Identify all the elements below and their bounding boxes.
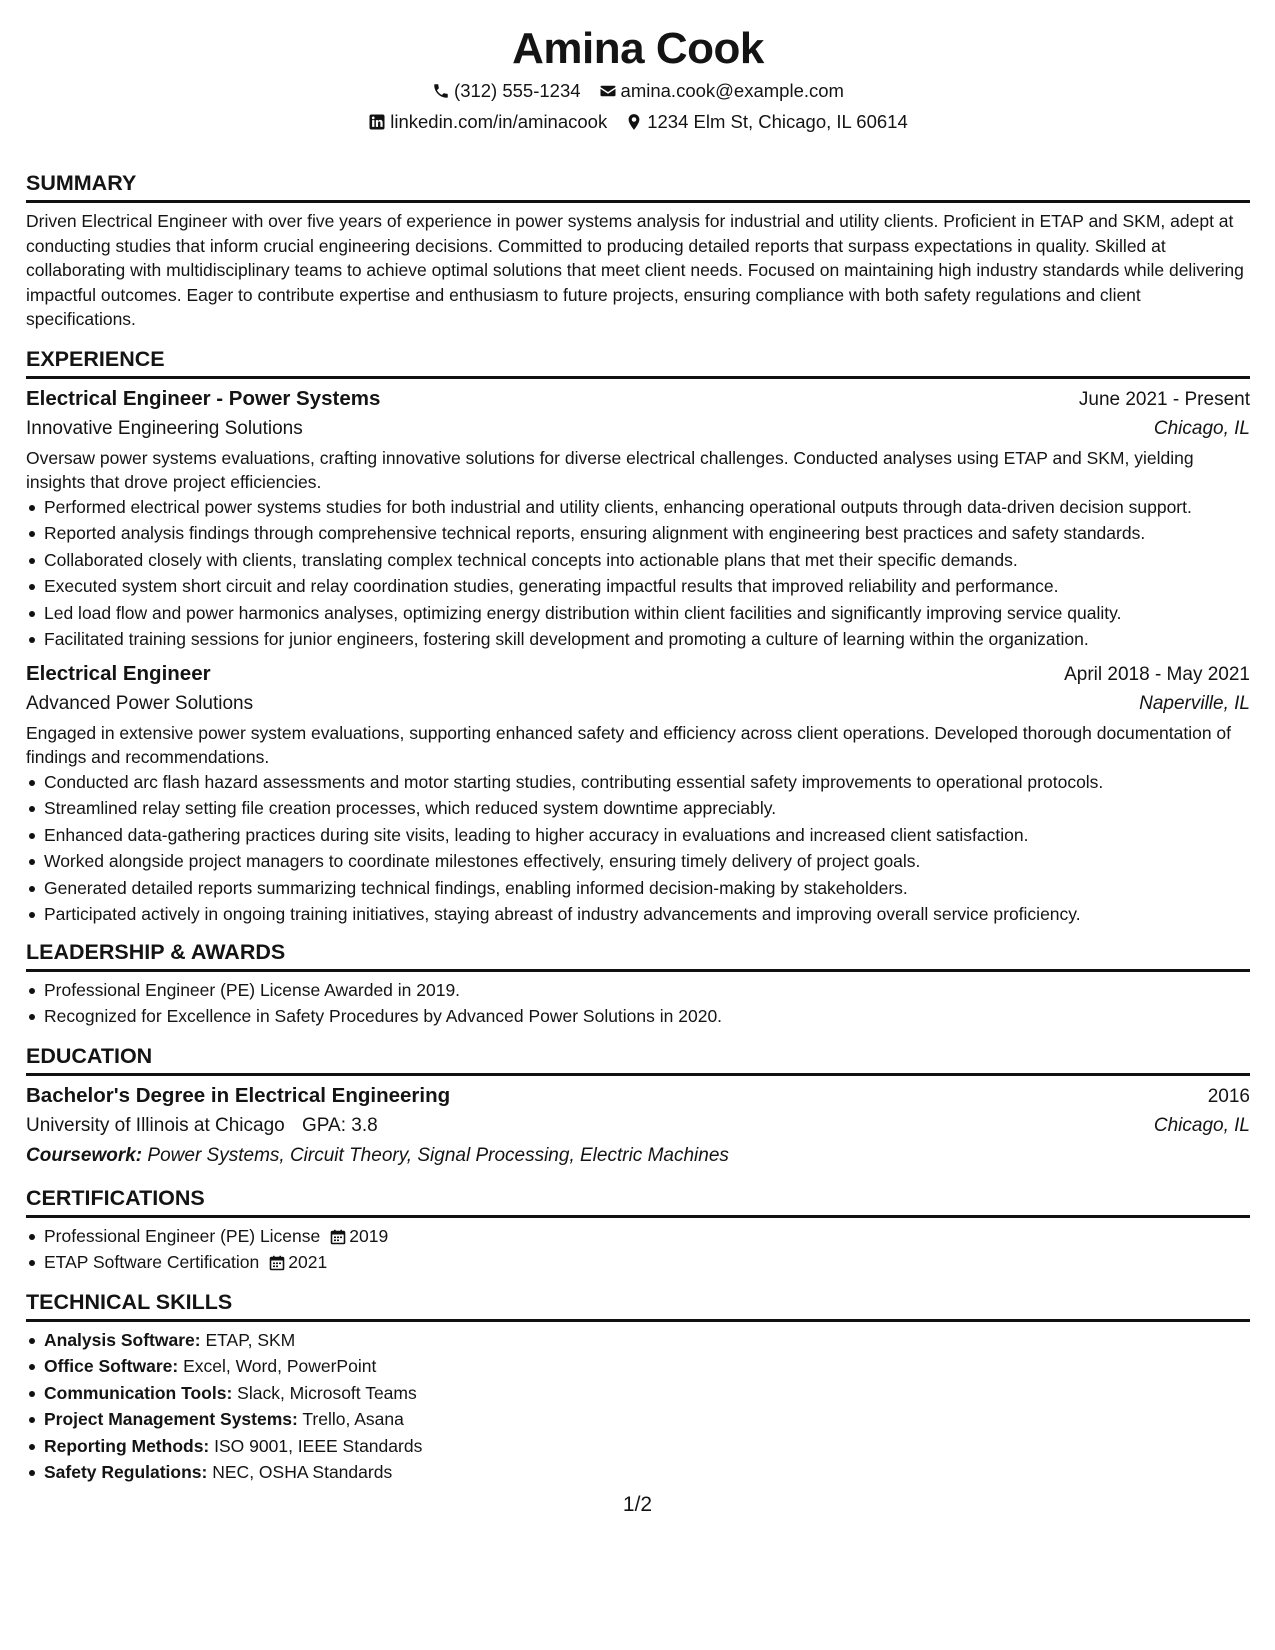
list-item: Generated detailed reports summarizing technical findings, enabling informed decision-making by stakeholders. [26, 876, 1250, 901]
phone-icon [432, 82, 450, 100]
job-entry [26, 660, 1250, 927]
skill-label: Safety Regulations: [44, 1462, 208, 1482]
phone-contact[interactable] [432, 80, 581, 102]
certifications-list [26, 1224, 1250, 1275]
skill-value: Slack, Microsoft Teams [237, 1382, 417, 1403]
job-company: Innovative Engineering Solutions [26, 417, 303, 439]
job-title: Electrical Engineer [26, 661, 211, 685]
coursework [26, 1141, 1250, 1171]
section-divider [26, 200, 1250, 203]
certification-name: ETAP Software Certification [44, 1252, 260, 1272]
job-bullets [26, 770, 1250, 927]
candidate-name: Amina Cook [512, 24, 764, 73]
list-item [26, 1250, 1250, 1275]
graduation-year: 2016 [1207, 1085, 1250, 1107]
list-item [26, 1328, 1250, 1353]
certification-year: 2021 [288, 1252, 328, 1272]
map-pin-icon [625, 113, 643, 131]
list-item: Executed system short circuit and relay coordination studies, generating impactful results that improved reliability and performance. [26, 574, 1250, 599]
list-item [26, 1434, 1250, 1459]
skill-label: Project Management Systems: [44, 1409, 298, 1429]
list-item: Reported analysis findings through comprehensive technical reports, ensuring alignment with engineering best practices and safety standards. [26, 521, 1250, 546]
list-item [26, 1224, 1250, 1249]
list-item: Led load flow and power harmonics analyses, optimizing energy distribution within client facilities and significantly improving service quality. [26, 601, 1250, 626]
skill-value: ISO 9001, IEEE Standards [214, 1435, 423, 1456]
summary-section [26, 170, 1250, 332]
education-header [26, 1082, 1250, 1111]
skills-section [26, 1289, 1250, 1485]
job-bullets [26, 495, 1250, 652]
certification-year: 2019 [349, 1225, 389, 1246]
envelope-icon [599, 82, 617, 100]
list-item: Collaborated closely with clients, translating complex technical concepts into actionable plans that met their specific demands. [26, 548, 1250, 573]
school-name: University of Illinois at Chicago [26, 1114, 285, 1136]
gpa: GPA: 3.8 [302, 1114, 378, 1136]
section-divider [26, 969, 1250, 972]
section-title-leadership: LEADERSHIP & AWARDS [26, 939, 286, 964]
contact-row-2 [26, 111, 1250, 133]
degree: Bachelor's Degree in Electrical Engineering [26, 1083, 451, 1107]
phone-text: (312) 555-1234 [454, 80, 581, 101]
list-item [26, 1354, 1250, 1379]
list-item: Facilitated training sessions for junior engineers, fostering skill development and promoting a culture of learning within the organization. [26, 627, 1250, 652]
school-location: Chicago, IL [1153, 1114, 1250, 1136]
address-text: 1234 Elm St, Chicago, IL 60614 [647, 111, 908, 132]
linkedin-contact[interactable] [368, 111, 607, 133]
section-divider [26, 376, 1250, 379]
skill-label: Reporting Methods: [44, 1435, 210, 1456]
coursework-list: Power Systems, Circuit Theory, Signal Processing, Electric Machines [147, 1144, 729, 1166]
linkedin-icon [368, 113, 386, 131]
job-dates: June 2021 - Present [1078, 388, 1250, 410]
skills-list [26, 1328, 1250, 1485]
job-subheader [26, 414, 1250, 444]
list-item: Streamlined relay setting file creation processes, which reduced system downtime appreciably. [26, 796, 1250, 821]
job-location: Chicago, IL [1153, 417, 1250, 439]
list-item: Worked alongside project managers to coordinate milestones effectively, ensuring timely delivery of project goals. [26, 849, 1250, 874]
section-divider [26, 1215, 1250, 1218]
job-subheader [26, 689, 1250, 719]
list-item [26, 1460, 1250, 1485]
job-description: Oversaw power systems evaluations, crafting innovative solutions for diverse electrical challenges. Conducted analyses using ETAP and SKM, yielding insights that drove project efficiencies. [26, 447, 1194, 492]
section-title-experience: EXPERIENCE [26, 346, 165, 371]
list-item [26, 1407, 1250, 1432]
job-location: Naperville, IL [1139, 692, 1250, 714]
leadership-list [26, 978, 1250, 1029]
certifications-section [26, 1185, 1250, 1275]
page-number: 1/2 [622, 1493, 653, 1516]
education-section [26, 1043, 1250, 1171]
job-description: Engaged in extensive power system evaluations, supporting enhanced safety and efficiency across client operations. Developed thorough documentation of findings and recommendations. [26, 722, 1232, 767]
job-header [26, 385, 1250, 414]
calendar-icon [269, 1255, 285, 1271]
job-header [26, 660, 1250, 689]
list-item [26, 1381, 1250, 1406]
leadership-section [26, 939, 1250, 1029]
section-divider [26, 1073, 1250, 1076]
list-item: Participated actively in ongoing training initiatives, staying abreast of industry advancements and improving overall service proficiency. [26, 902, 1250, 927]
section-title-skills: TECHNICAL SKILLS [26, 1289, 233, 1314]
skill-label: Communication Tools: [44, 1382, 233, 1403]
summary-text: Driven Electrical Engineer with over five years of experience in power systems analysis for industrial and utility clients. Proficient in ETAP and SKM, adept at conducting studies that inform crucial engineering decisions. Committed to producing detailed reports that surpass expectations in quality. Skilled at collaborating with multidisciplinary teams to achieve optimal solutions that meet client needs. Focused on maintaining high industry standards while delivering impactful outcomes. Eager to contribute expertise and enthusiasm to future projects, ensuring compliance with both safety regulations and client specifications. [26, 211, 1244, 329]
skill-value: NEC, OSHA Standards [212, 1462, 393, 1482]
section-title-certifications: CERTIFICATIONS [26, 1185, 205, 1210]
experience-section [26, 346, 1250, 927]
skill-label: Office Software: [44, 1356, 179, 1376]
list-item: Performed electrical power systems studies for both industrial and utility clients, enhancing operational outputs through data-driven decision support. [26, 495, 1250, 520]
email-contact[interactable] [599, 80, 844, 102]
section-divider [26, 1319, 1250, 1322]
calendar-icon [330, 1229, 346, 1245]
contact-row-1 [26, 80, 1250, 102]
job-title: Electrical Engineer - Power Systems [26, 386, 381, 410]
education-subheader [26, 1111, 1250, 1141]
job-entry [26, 385, 1250, 652]
coursework-label: Coursework: [26, 1144, 143, 1166]
section-title-education: EDUCATION [26, 1043, 153, 1068]
linkedin-text: linkedin.com/in/aminacook [390, 111, 608, 132]
resume-page [26, 0, 1250, 1487]
certification-name: Professional Engineer (PE) License [44, 1225, 321, 1246]
section-title-summary: SUMMARY [26, 171, 137, 195]
list-item: Professional Engineer (PE) License Awarded in 2019. [26, 978, 1250, 1003]
list-item: Conducted arc flash hazard assessments and motor starting studies, contributing essential safety improvements to operational protocols. [26, 770, 1250, 795]
skill-value: Excel, Word, PowerPoint [183, 1356, 377, 1376]
email-text: amina.cook@example.com [620, 80, 844, 101]
list-item: Enhanced data-gathering practices during site visits, leading to higher accuracy in evaluations and increased client satisfaction. [26, 823, 1250, 848]
skill-value: ETAP, SKM [205, 1329, 296, 1350]
job-company: Advanced Power Solutions [26, 692, 254, 714]
address-contact [625, 111, 908, 133]
job-dates: April 2018 - May 2021 [1064, 663, 1250, 685]
list-item: Recognized for Excellence in Safety Procedures by Advanced Power Solutions in 2020. [26, 1004, 1250, 1029]
skill-label: Analysis Software: [44, 1329, 201, 1350]
skill-value: Trello, Asana [302, 1409, 404, 1429]
